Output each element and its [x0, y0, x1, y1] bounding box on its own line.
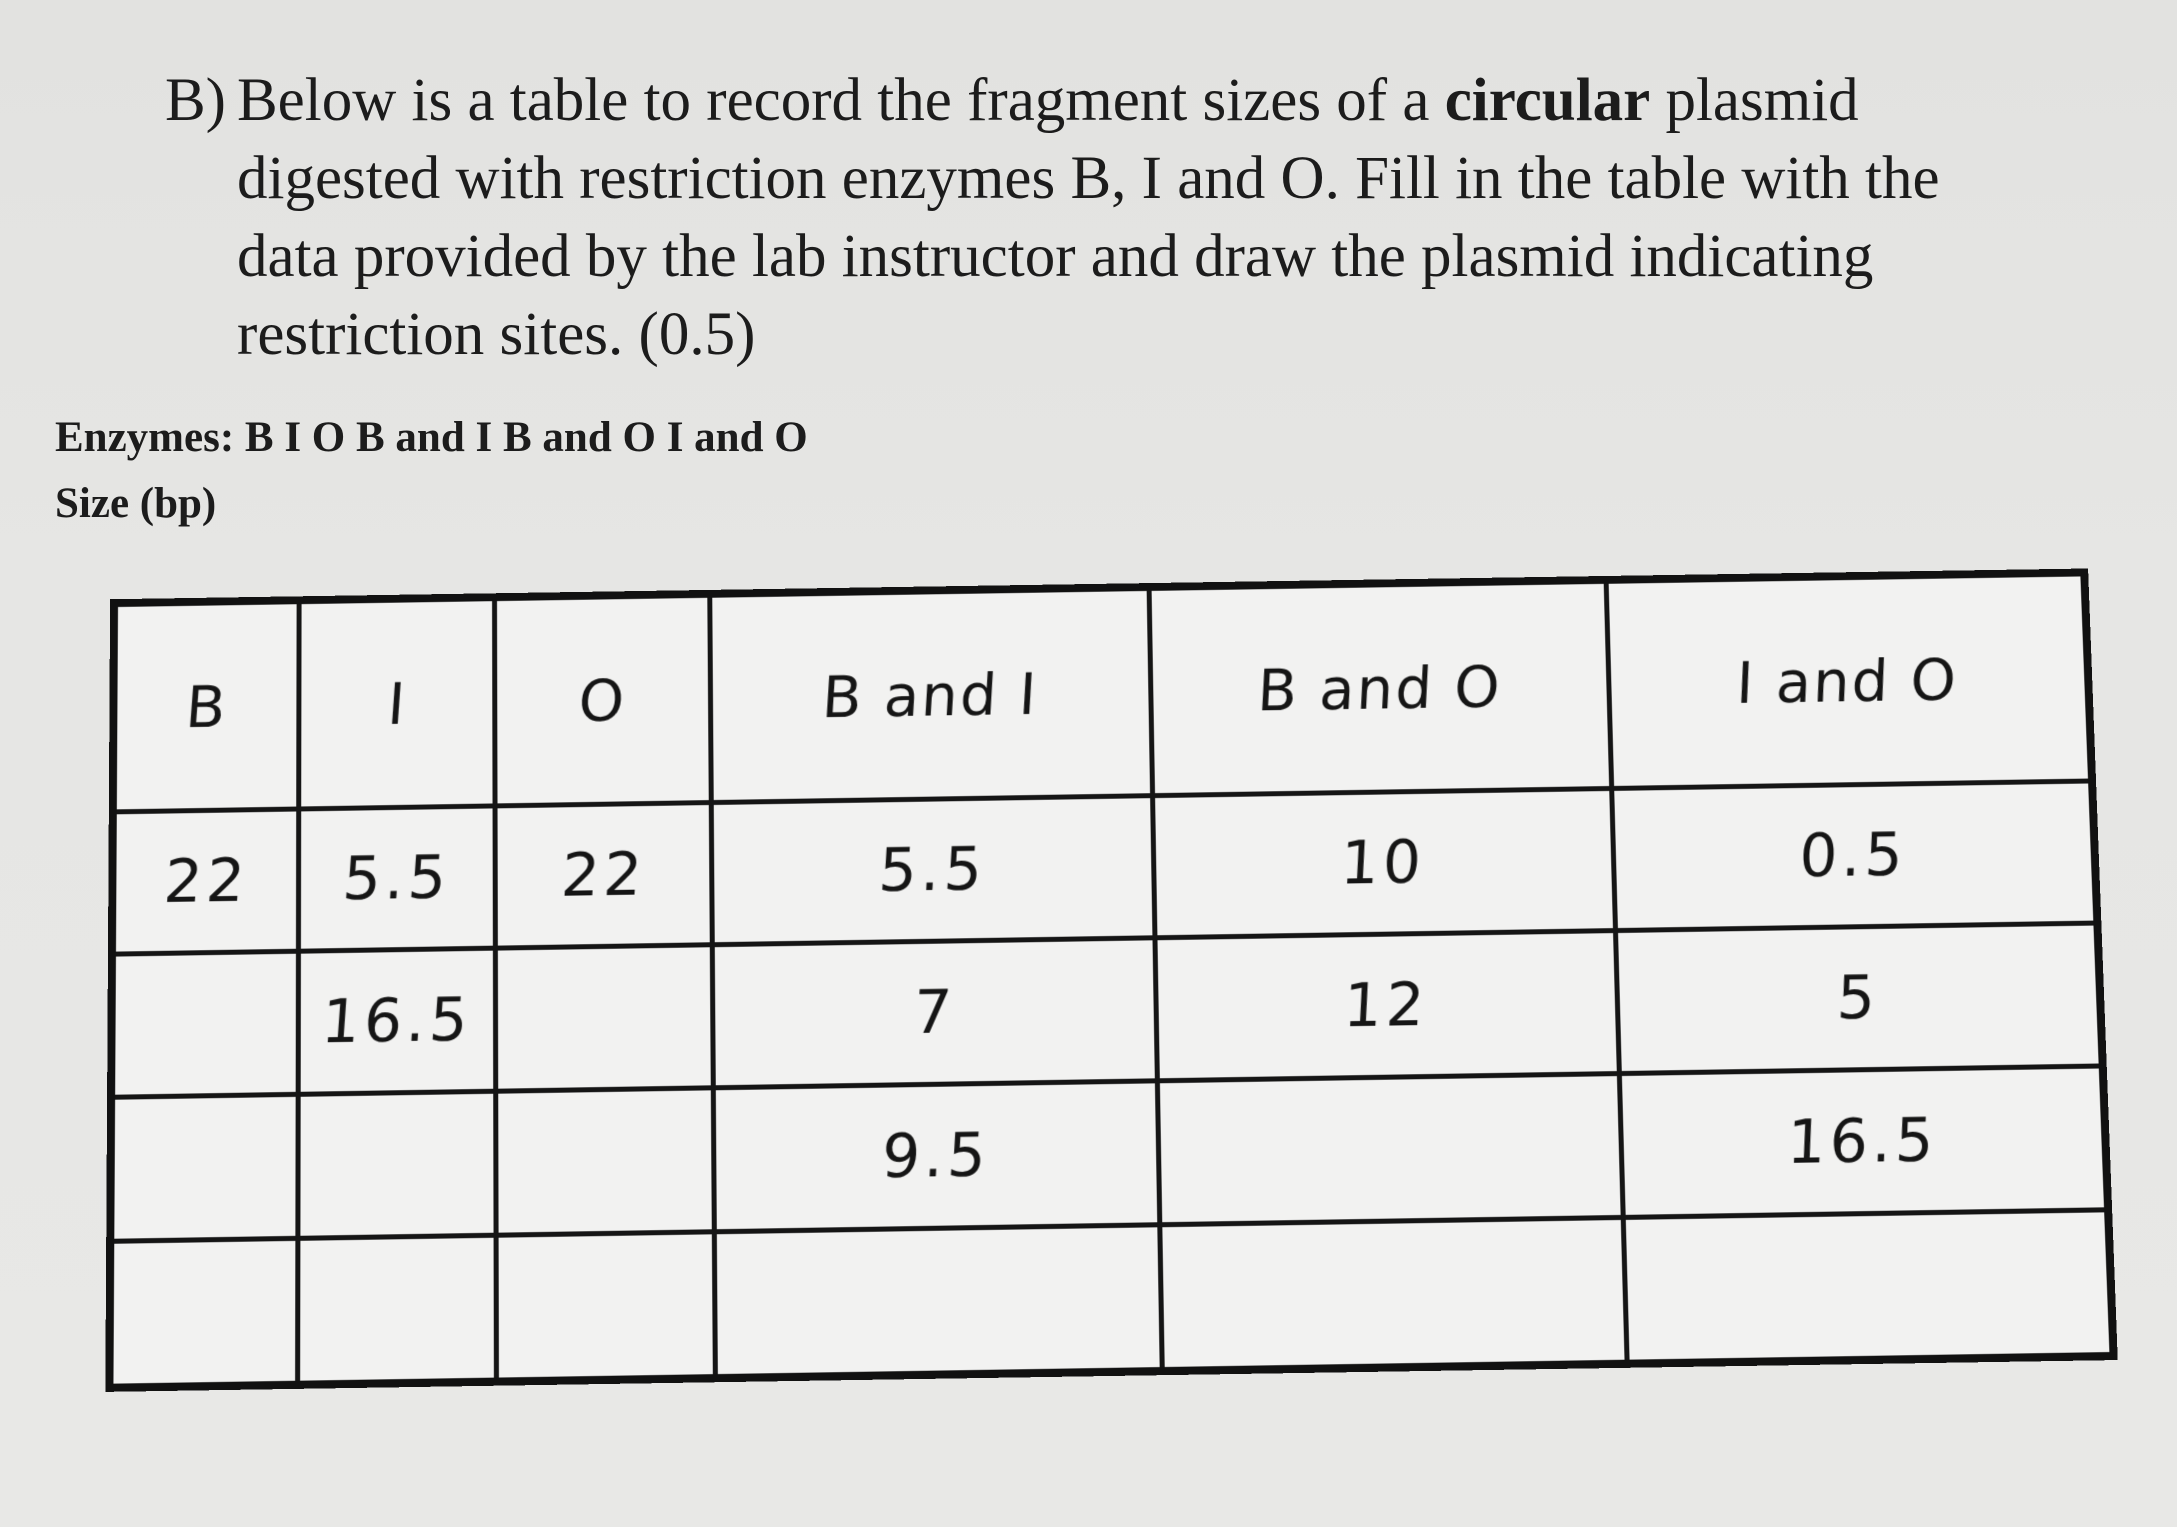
table-cell[interactable] — [495, 945, 712, 1091]
table-header-row — [113, 572, 2092, 811]
enzymes-block — [55, 408, 808, 534]
table-cell[interactable]: 12 — [1155, 931, 1619, 1081]
table-cell[interactable] — [109, 1238, 298, 1387]
table-cell[interactable]: 5.5 — [299, 806, 496, 951]
fragment-size-table — [105, 568, 2117, 1391]
header-cell: I — [299, 597, 495, 809]
table-cell[interactable]: 5.5 — [711, 796, 1155, 945]
table-cell[interactable]: 0.5 — [1611, 781, 2097, 931]
table-cell[interactable] — [496, 1232, 715, 1382]
question-line-1 — [165, 62, 2115, 140]
enzymes-row: Enzymes: B I O B and I B and O I and O — [55, 414, 808, 461]
question-line-4: restriction sites. (0.5) — [237, 301, 756, 368]
table-cell[interactable] — [111, 951, 299, 1097]
table-cell[interactable]: 22 — [112, 809, 299, 954]
table-cell[interactable] — [298, 1091, 496, 1238]
question-label: B) — [165, 67, 226, 134]
table-cell[interactable] — [496, 1088, 714, 1235]
header-cell: O — [494, 594, 710, 806]
table-cell[interactable] — [1623, 1210, 2114, 1364]
table-cell[interactable] — [110, 1094, 298, 1241]
table-cell[interactable]: 22 — [495, 803, 712, 949]
question-line-2: digested with restriction enzymes B, I and O. Fill in the table with the — [237, 145, 1940, 212]
table-cell[interactable] — [298, 1235, 497, 1385]
question-bold-word: circular — [1444, 67, 1651, 134]
size-label: Size (bp) — [55, 480, 217, 527]
table-cell[interactable]: 10 — [1152, 788, 1615, 937]
table-cell[interactable] — [1159, 1217, 1626, 1371]
question-line-1-pre: Below is a table to record the fragment sizes of a — [237, 67, 1445, 134]
table-cell[interactable]: 16.5 — [298, 948, 495, 1094]
header-cell: B and O — [1149, 580, 1612, 796]
fragment-table-sheet — [105, 568, 2117, 1378]
table-cell[interactable]: 9.5 — [713, 1081, 1160, 1232]
table-cell[interactable]: 16.5 — [1619, 1066, 2108, 1217]
table-cell[interactable]: 7 — [712, 938, 1157, 1088]
question-text — [165, 62, 2115, 374]
table-cell[interactable]: 5 — [1615, 923, 2103, 1074]
question-line-1-post: plasmid — [1650, 67, 1859, 134]
header-cell: B and I — [709, 587, 1152, 803]
table-row — [109, 1210, 2113, 1388]
question-line-3: data provided by the lab instructor and draw the plasmid indicating — [237, 223, 1874, 290]
table-cell[interactable] — [1157, 1074, 1623, 1225]
table-cell[interactable] — [714, 1225, 1162, 1378]
header-cell: I and O — [1606, 572, 2092, 788]
header-cell: B — [113, 600, 300, 812]
